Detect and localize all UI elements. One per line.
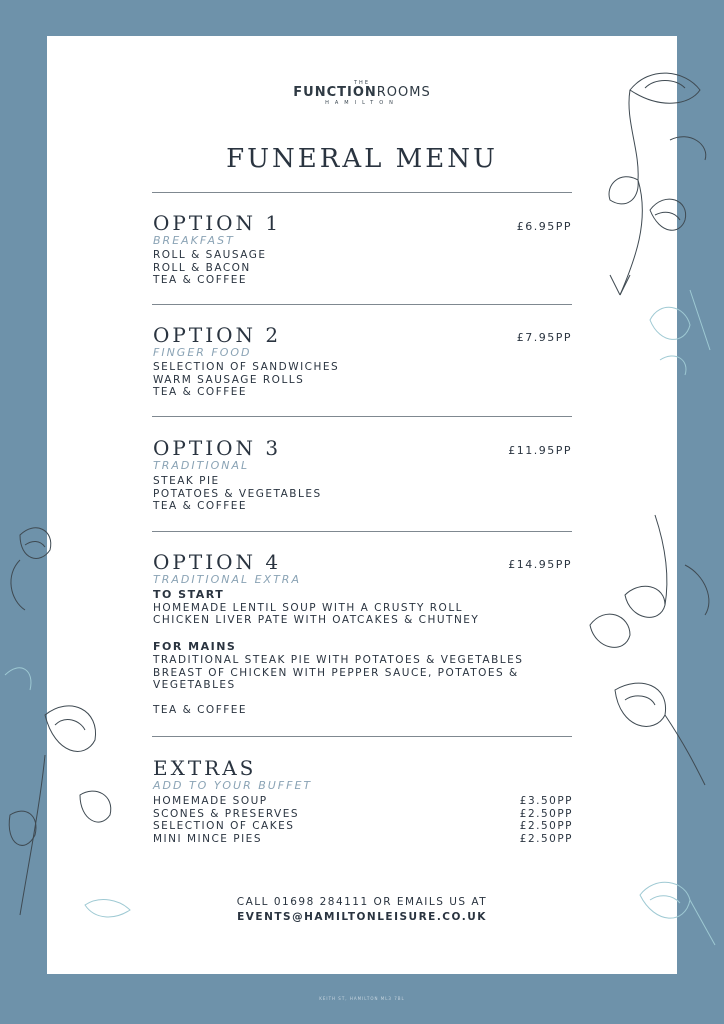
logo-sub: HAMILTON [325,100,399,106]
menu-item: BREAST OF CHICKEN WITH PEPPER SAUCE, POTATOES & [153,666,519,679]
option-1-items [153,249,266,287]
menu-item: TEA & COFFEE [153,386,248,399]
divider [152,192,572,193]
divider [152,304,572,305]
menu-item: POTATOES & VEGETABLES [153,487,322,500]
extra-name: SELECTION OF CAKES [153,820,295,833]
menu-item: WARM SAUSAGE ROLLS [153,373,305,386]
menu-item: TEA & COFFEE [153,500,248,513]
option-1-subtitle: BREAKFAST [153,234,235,247]
option-2-title: OPTION 2 [153,323,282,347]
divider [152,416,572,417]
logo-the: THE [354,80,370,86]
menu-item: STEAK PIE [153,475,220,487]
extra-price: £2.50PP [519,820,573,833]
logo-wordmark [0,86,724,100]
function-rooms-logo [0,80,724,106]
address-text: KEITH ST, HAMILTON ML3 7BL [319,996,405,1001]
option-1-title: OPTION 1 [153,211,282,235]
extras-row [153,833,573,846]
extras-row [153,795,573,808]
option-4-items [153,589,523,717]
extra-price: £2.50PP [519,833,573,846]
menu-item: HOMEMADE LENTIL SOUP WITH A CRUSTY ROLL [153,601,464,614]
menu-item: VEGETABLES [153,679,236,692]
extra-name: HOMEMADE SOUP [153,795,268,807]
logo-light: ROOMS [376,85,431,100]
option-4-price: £14.95PP [508,558,572,571]
menu-item: SELECTION OF SANDWICHES [153,361,340,373]
extras-row [153,820,573,833]
option-3-price: £11.95PP [508,444,572,457]
extras-items [153,795,573,846]
extra-name: MINI MINCE PIES [153,833,262,846]
for-mains-heading: FOR MAINS [153,640,237,654]
to-start-heading: TO START [153,588,225,601]
extras-subtitle: ADD TO YOUR BUFFET [153,779,313,792]
menu-item: TEA & COFFEE [153,274,248,287]
contact-footer [0,895,724,925]
menu-item: ROLL & SAUSAGE [153,249,267,261]
option-1-price: £6.95PP [516,220,572,233]
menu-item: TEA & COFFEE [153,703,248,716]
option-2-price: £7.95PP [516,331,572,344]
option-3-subtitle: TRADITIONAL [153,459,250,472]
option-4-title: OPTION 4 [153,550,282,574]
option-2-subtitle: FINGER FOOD [153,346,252,359]
extra-name: SCONES & PRESERVES [153,807,300,820]
extra-price: £3.50PP [519,795,573,807]
option-3-items [153,475,322,513]
option-2-items [153,361,339,399]
menu-item: TRADITIONAL STEAK PIE WITH POTATOES & VEGETABLES [153,653,524,666]
extra-price: £2.50PP [519,807,573,820]
option-4-subtitle: TRADITIONAL EXTRA [153,573,301,586]
contact-email-link[interactable]: EVENTS@HAMILTONLEISURE.CO.UK [237,911,487,923]
page-title: FUNERAL MENU [226,144,498,174]
extras-row [153,808,573,821]
extras-title: EXTRAS [153,756,257,780]
logo-bold: FUNCTION [293,85,377,100]
option-3-title: OPTION 3 [153,436,282,460]
divider [152,736,572,737]
divider [152,531,572,532]
contact-phone-text: CALL 01698 284111 OR EMAILS US AT [236,896,488,908]
menu-item: ROLL & BACON [153,261,251,274]
menu-item: CHICKEN LIVER PATE WITH OATCAKES & CHUTNEY [153,614,480,627]
